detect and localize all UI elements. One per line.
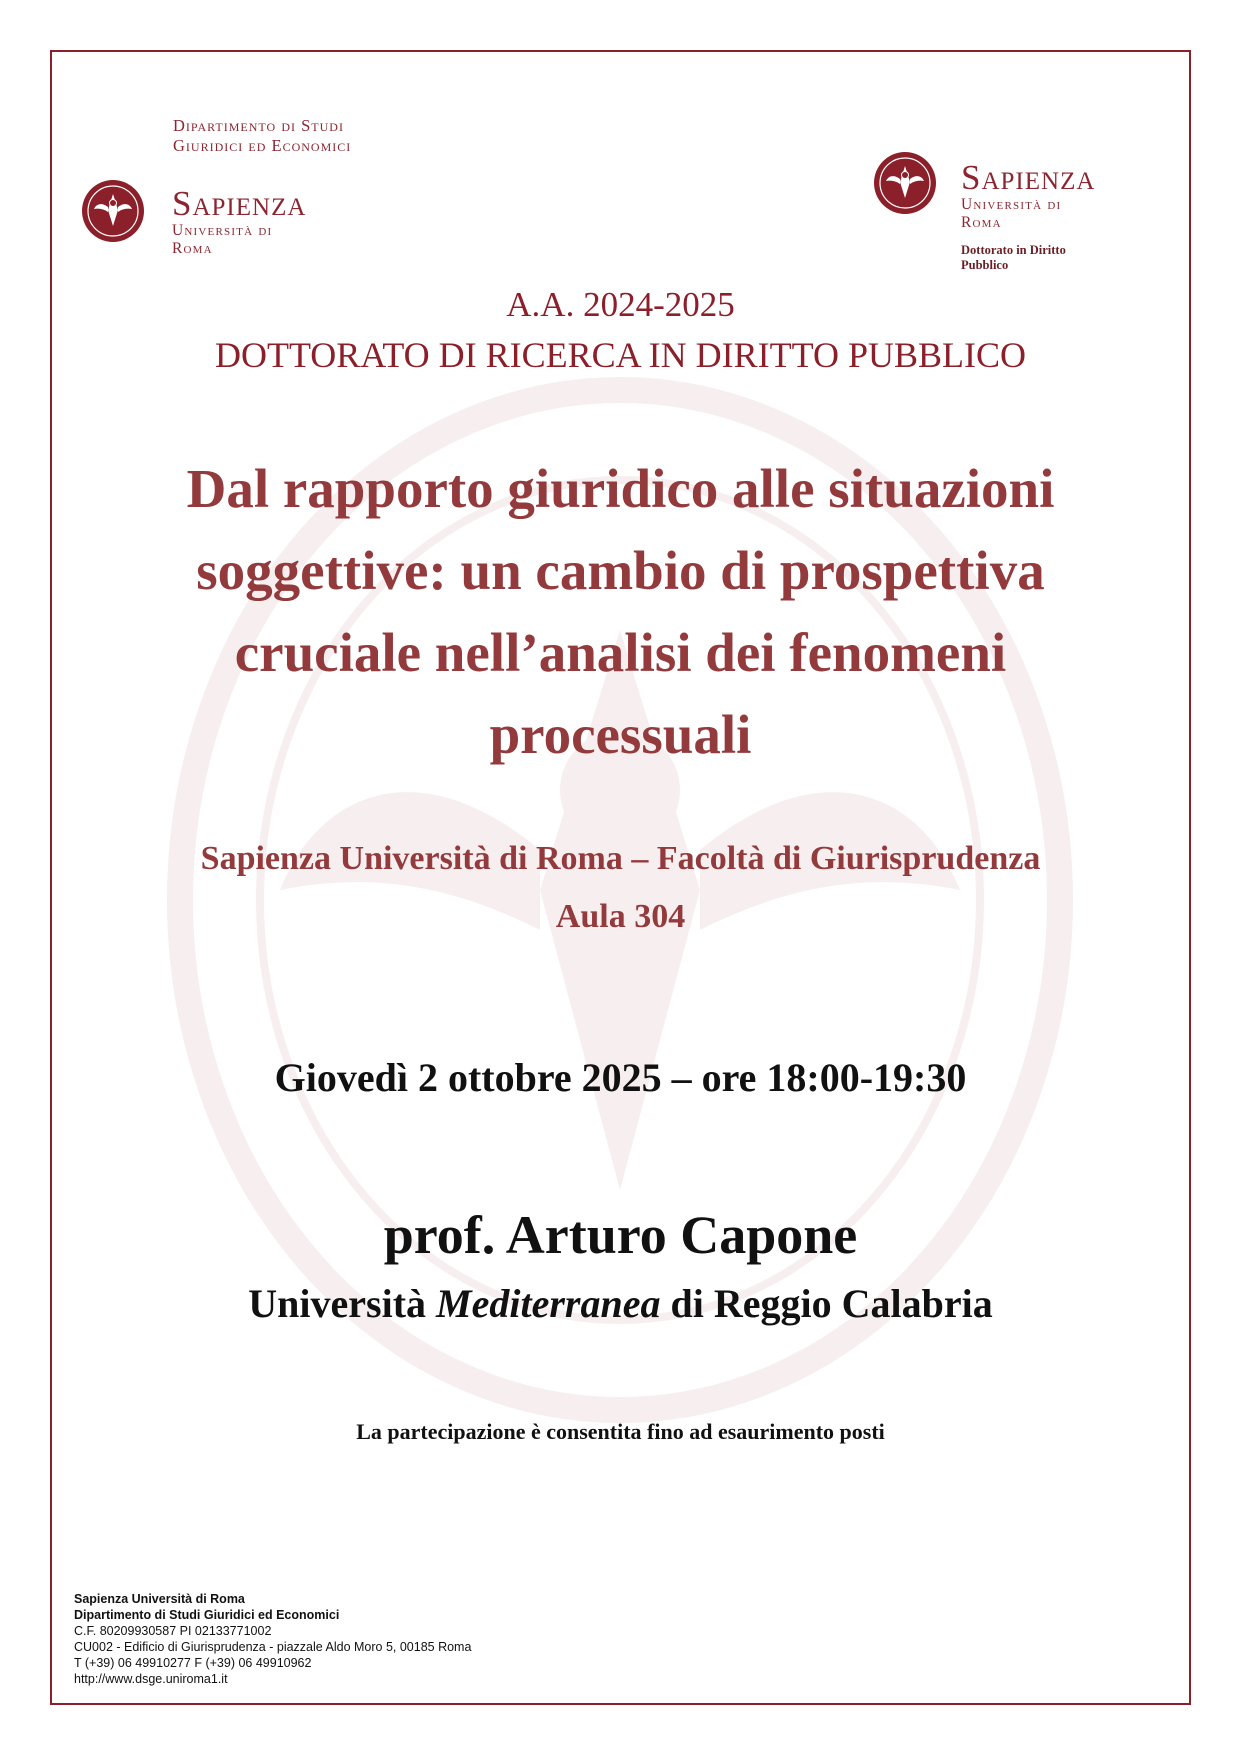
footer-line-5: T (+39) 06 49910277 F (+39) 06 49910962 (74, 1656, 312, 1670)
brand-subtitle: Università di Roma (172, 222, 273, 257)
department-line-1: Dipartimento di Studi (173, 116, 344, 135)
footer-line-2: Dipartimento di Studi Giuridici ed Economici (74, 1608, 340, 1622)
footer-line-1: Sapienza Università di Roma (74, 1592, 245, 1606)
brand-name: Sapienza (961, 158, 1096, 197)
sapienza-seal-icon (872, 150, 938, 216)
sapienza-logo-right (872, 150, 1096, 272)
affiliation-suffix: di Reggio Calabria (660, 1281, 993, 1326)
footer-line-4: CU002 - Edificio di Giurisprudenza - piazzale Aldo Moro 5, 00185 Roma (74, 1640, 472, 1654)
affiliation-prefix: Università (248, 1281, 437, 1326)
participation-note: La partecipazione è consentita fino ad esaurimento posti (356, 1419, 885, 1444)
brand-name: Sapienza (172, 184, 307, 223)
sapienza-seal-icon (80, 178, 146, 244)
venue (52, 830, 1189, 946)
venue-line-2: Aula 304 (555, 898, 686, 935)
venue-line-1: Sapienza Università di Roma – Facoltà di Giurisprudenza (200, 840, 1041, 877)
doctorate-label: Dottorato in Diritto Pubblico (961, 243, 1066, 272)
program-name: DOTTORATO DI RICERCA IN DIRITTO PUBBLICO (214, 335, 1027, 375)
footer-website-link[interactable]: http://www.dsge.uniroma1.it (74, 1672, 228, 1686)
footer-line-3: C.F. 80209930587 PI 02133771002 (74, 1624, 272, 1638)
academic-year: A.A. 2024-2025 (506, 285, 735, 324)
department-heading (173, 116, 351, 156)
sapienza-logo-left (80, 178, 307, 257)
event-title: Dal rapporto giuridico alle situazioni soggettive: un cambio di prospettiva cruciale nell’analisi dei fenomeni processuali (186, 458, 1055, 765)
speaker-name: prof. Arturo Capone (383, 1205, 858, 1265)
footer-address (74, 1591, 471, 1687)
brand-subtitle: Università di Roma (961, 196, 1062, 231)
affiliation-italic: Mediterranea (436, 1281, 661, 1326)
department-line-2: Giuridici ed Economici (173, 136, 352, 155)
event-datetime: Giovedì 2 ottobre 2025 – ore 18:00-19:30 (274, 1055, 967, 1100)
speaker-affiliation (52, 1280, 1189, 1328)
